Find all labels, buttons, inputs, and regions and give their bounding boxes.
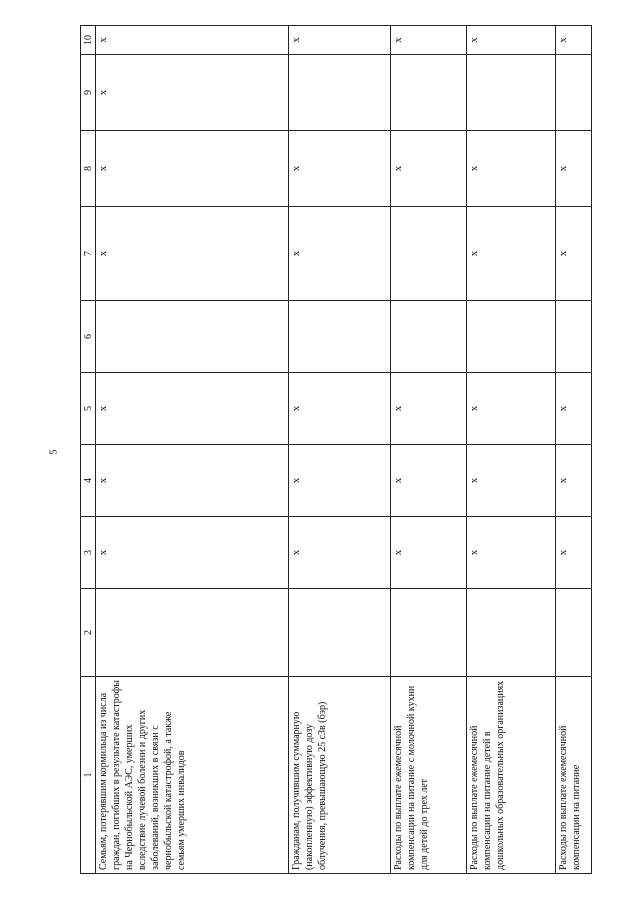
table-row (391, 26, 467, 874)
table-cell: x (289, 207, 391, 301)
row-label: Расходы по выплате ежемесячной компенсации на питание детей в дошкольных образовательных организациях (467, 677, 556, 874)
table-cell: x (556, 131, 592, 207)
table-cell (467, 301, 556, 373)
column-header: 7 (81, 207, 96, 301)
table-cell: x (289, 517, 391, 589)
table-cell (289, 589, 391, 677)
table-cell: x (96, 517, 289, 589)
table-cell: x (467, 517, 556, 589)
table-row (96, 26, 289, 874)
table-cell: x (391, 373, 467, 445)
row-label: Расходы по выплате ежемесячной компенсации на питание (556, 677, 592, 874)
column-header: 2 (81, 589, 96, 677)
table-cell: x (289, 373, 391, 445)
column-header: 1 (81, 677, 96, 874)
table-cell (391, 55, 467, 131)
column-header: 8 (81, 131, 96, 207)
column-header: 10 (81, 26, 96, 55)
row-label: Расходы по выплате ежемесячной компенсации на питание с молочной кухни для детей до трех лет (391, 677, 467, 874)
table-row (556, 26, 592, 874)
table-cell (391, 589, 467, 677)
table-cell: x (96, 373, 289, 445)
table-cell: x (96, 445, 289, 517)
table-cell: x (467, 131, 556, 207)
column-header: 9 (81, 55, 96, 131)
table-cell (289, 55, 391, 131)
table-cell (391, 301, 467, 373)
table-cell: x (556, 207, 592, 301)
column-header: 3 (81, 517, 96, 589)
table-cell (391, 207, 467, 301)
table-cell: x (289, 445, 391, 517)
table-cell: x (556, 26, 592, 55)
column-header: 5 (81, 373, 96, 445)
table-row (467, 26, 556, 874)
table-cell (467, 589, 556, 677)
table-cell: x (96, 207, 289, 301)
table-cell: x (467, 207, 556, 301)
table-row (289, 26, 391, 874)
row-label: Семьям, потерявшим кормильца из числа граждан, погибших в результате катастрофы на Чернобыльской АЭС, умерших вследствие лучевой болезни и других заболеваний, возникших в связи с чернобыльской катастрофой, а также семьям умерших инвалидов (96, 677, 289, 874)
table-cell (556, 589, 592, 677)
table-cell: x (391, 131, 467, 207)
data-table (80, 25, 592, 874)
column-number-row (81, 26, 96, 874)
table-cell: x (96, 131, 289, 207)
table-cell (556, 55, 592, 131)
table-cell: x (467, 373, 556, 445)
table-cell: x (391, 517, 467, 589)
table-cell: x (289, 131, 391, 207)
table-cell: x (96, 55, 289, 131)
table-cell: x (391, 445, 467, 517)
rotated-table-container (80, 26, 590, 874)
table-cell: x (467, 445, 556, 517)
column-header: 6 (81, 301, 96, 373)
table-cell (96, 301, 289, 373)
table-cell (96, 589, 289, 677)
table-cell (289, 301, 391, 373)
table-cell: x (96, 26, 289, 55)
page-number: 5 (48, 449, 60, 455)
table-cell: x (556, 373, 592, 445)
table-cell: x (289, 26, 391, 55)
table-cell: x (556, 445, 592, 517)
table-cell (467, 55, 556, 131)
row-label: Гражданам, получившим суммарную (накопленную) эффективную дозу облучения, превышающую 25 сЗв (бэр) (289, 677, 391, 874)
table-cell: x (467, 26, 556, 55)
column-header: 4 (81, 445, 96, 517)
table-cell: x (556, 517, 592, 589)
table-cell: x (391, 26, 467, 55)
table-cell (556, 301, 592, 373)
